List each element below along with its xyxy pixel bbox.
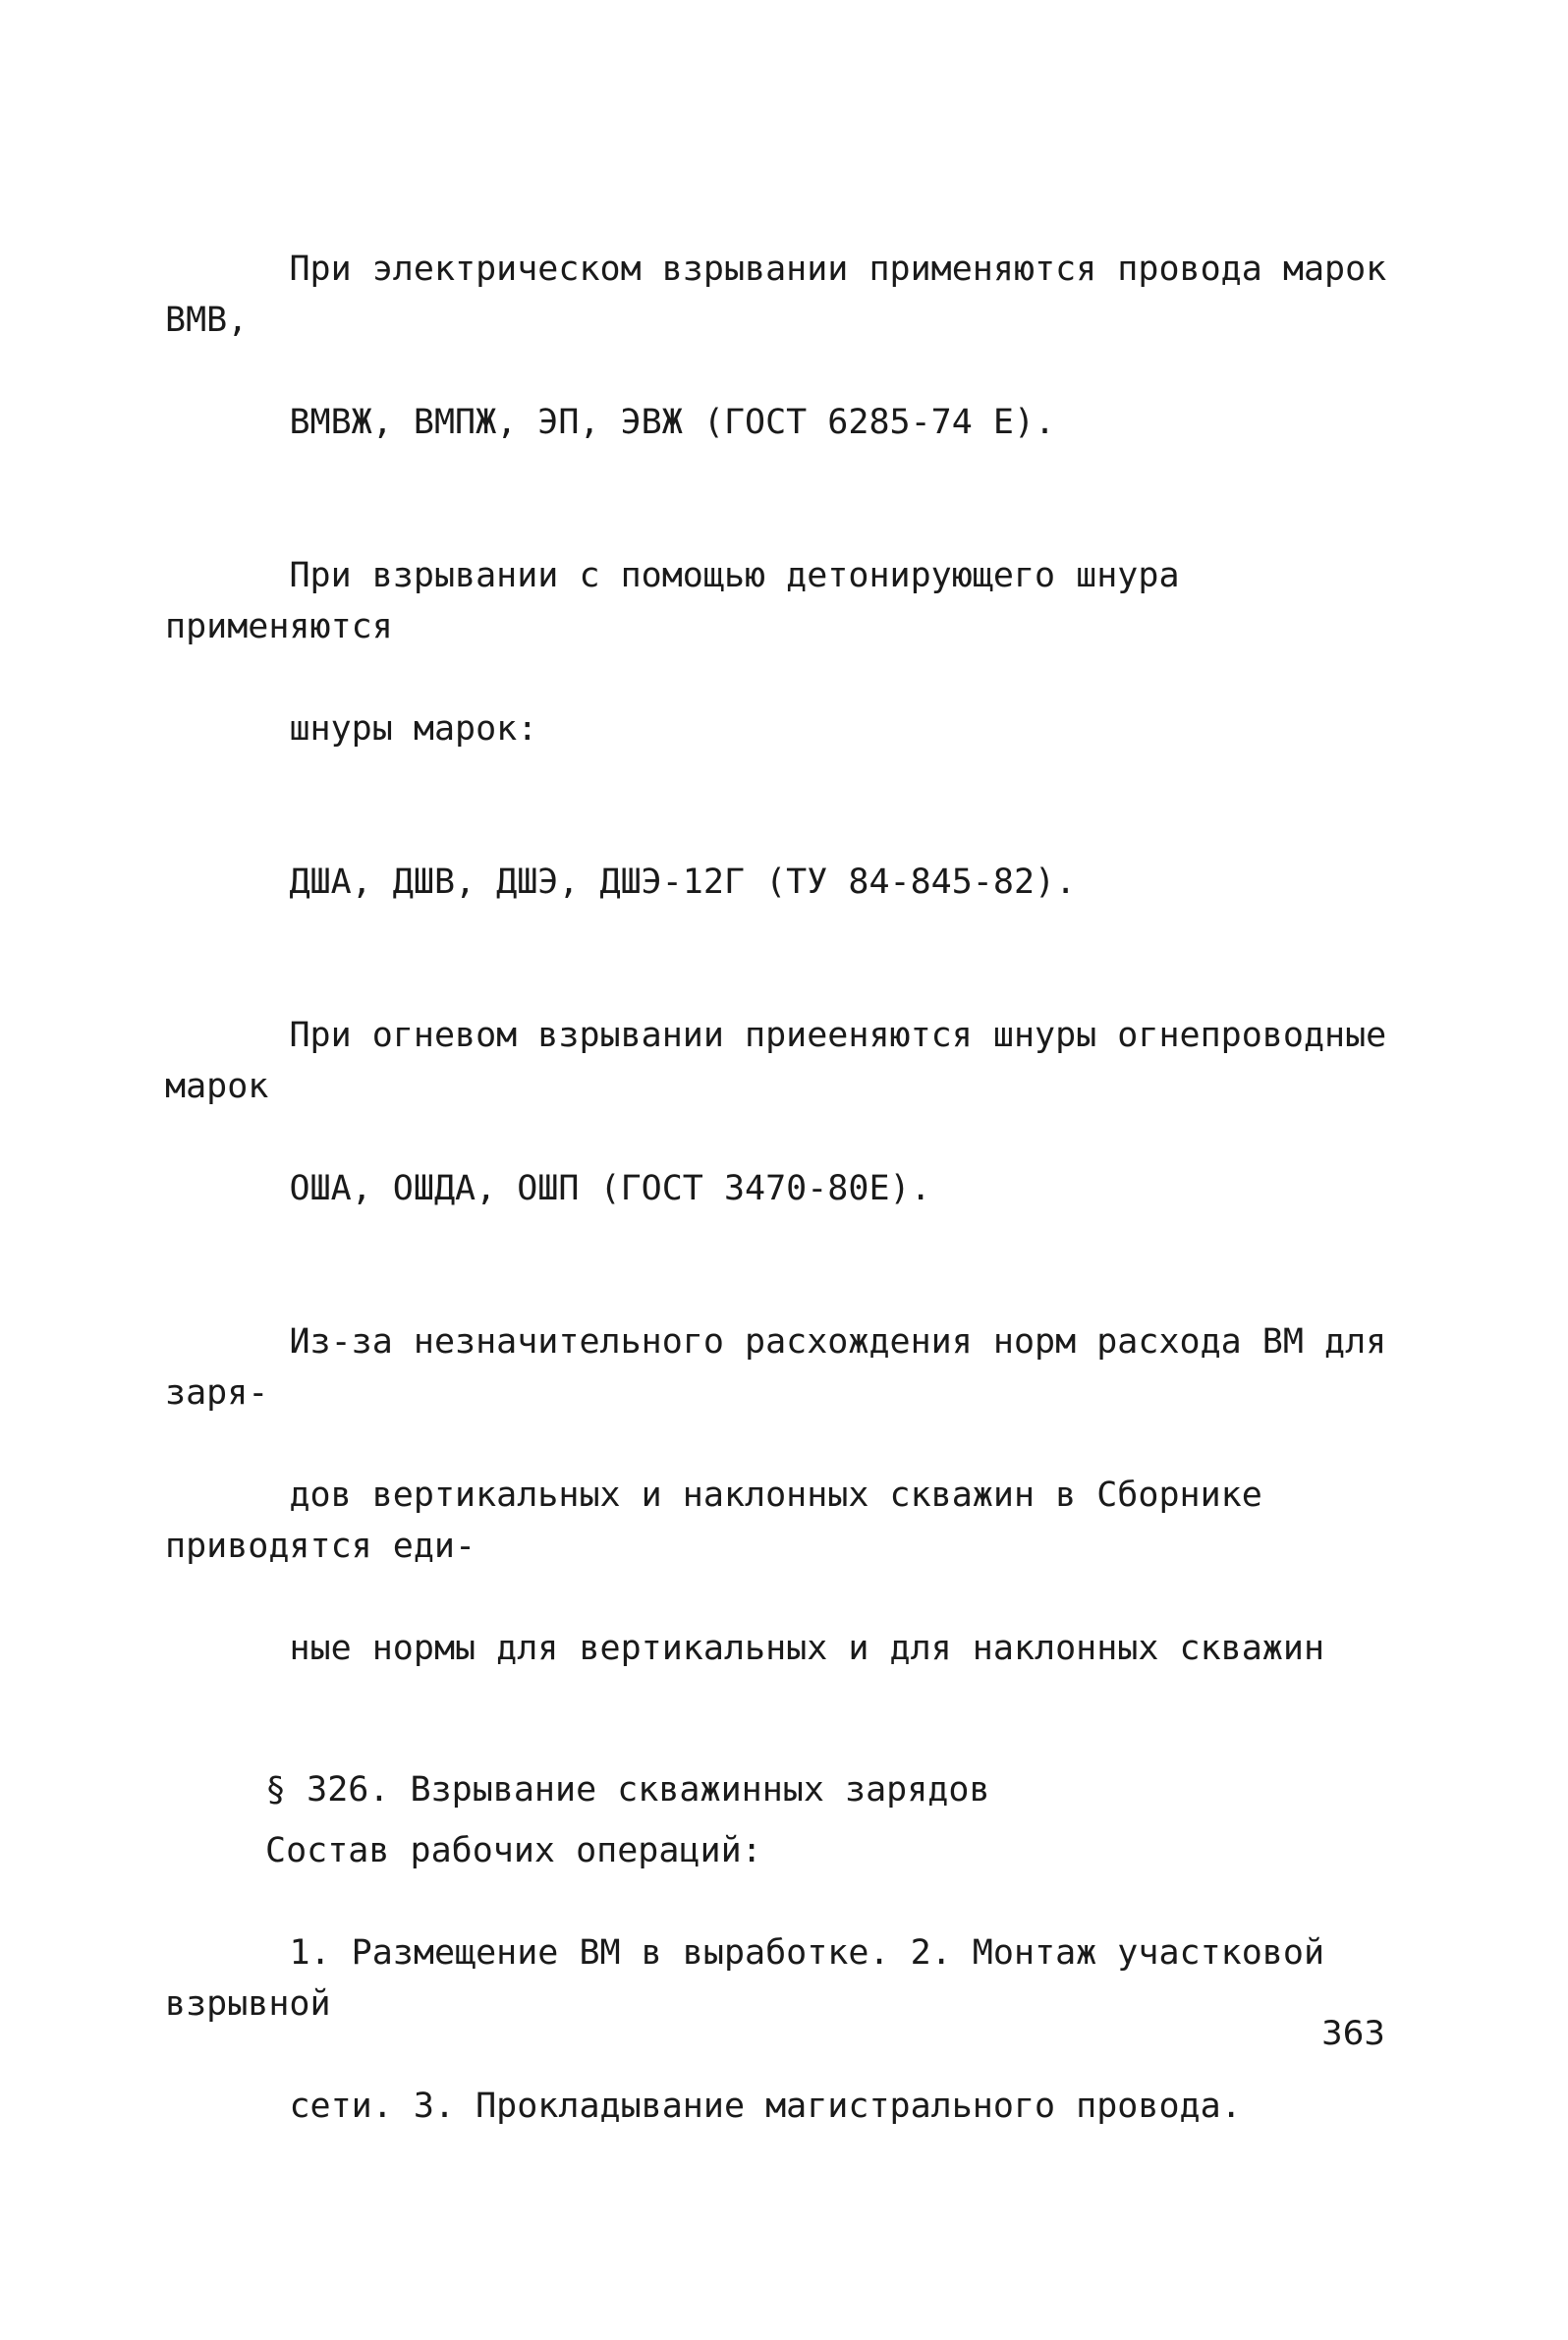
- line: ные нормы для вертикальных и для наклонных скважин: [289, 1629, 1325, 1668]
- paragraph-electric-wires: [165, 193, 1413, 499]
- line: ДША, ДШВ, ДШЭ, ДШЭ-12Г (ТУ 84-845-82).: [289, 863, 1077, 902]
- section-title: § 326. Взрывание скважинных зарядов: [265, 1770, 990, 1810]
- line: 1. Размещение ВМ в выработке. 2. Монтаж участковой взрывной: [165, 1933, 1346, 2024]
- page-number: 363: [1321, 2014, 1385, 2053]
- line: дов вертикальных и наклонных скважин в Сборнике приводятся еди-: [165, 1476, 1283, 1566]
- paragraph-fire-cord: [165, 959, 1413, 1265]
- line: При огневом взрывании приееняются шнуры огнепроводные марок: [165, 1016, 1408, 1106]
- operations-text: [165, 1876, 1413, 2183]
- operations-heading: Состав рабочих операций:: [265, 1831, 762, 1870]
- body-text: [165, 193, 1413, 2183]
- line: ВМВЖ, ВМПЖ, ЭП, ЭВЖ (ГОСТ 6285-74 Е).: [289, 403, 1056, 442]
- line: сети. 3. Прокладывание магистрального провода.: [289, 2087, 1242, 2126]
- line: При электрическом взрывании применяются провода марок ВМВ,: [165, 250, 1408, 340]
- line: ОША, ОШДА, ОШП (ГОСТ 3470-80Е).: [289, 1169, 931, 1208]
- line: При взрывании с помощью детонирующего шнура применяются: [165, 556, 1201, 646]
- paragraph-detonating-cord: [165, 499, 1413, 806]
- line: Из-за незначительного расхождения норм расхода ВМ для заря-: [165, 1322, 1408, 1413]
- paragraph-cord-brands: [165, 806, 1413, 959]
- paragraph-norms-note: [165, 1265, 1413, 1725]
- line: шнуры марок:: [289, 709, 538, 749]
